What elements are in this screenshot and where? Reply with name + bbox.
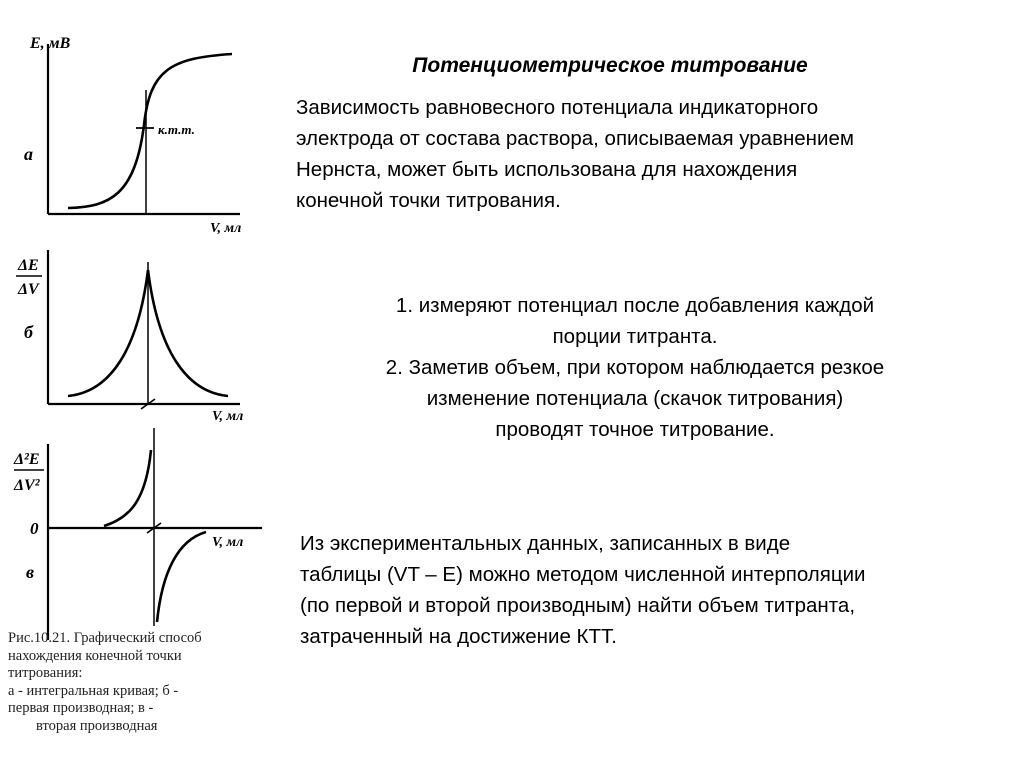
caption-line: Рис.10.21. Графический способ [8, 630, 202, 646]
panel-a-integral-curve [24, 35, 241, 236]
caption-line: вторая производная [36, 717, 158, 734]
panel-b-letter: б [24, 322, 33, 342]
caption-line: титрования: [8, 665, 83, 681]
panel-c-zero-label: 0 [30, 519, 39, 538]
panel-a-endpoint-label: к.т.т. [158, 122, 195, 137]
panel-c-ylabel-numerator: Δ²E [14, 451, 40, 468]
step-line: 1. измеряют потенциал после добавления каждой [395, 294, 875, 317]
figure-caption [8, 630, 274, 735]
panel-c-positive-branch [104, 450, 151, 526]
caption-line: нахождения конечной точки [8, 647, 182, 664]
panel-b-ylabel-numerator: ΔE [18, 257, 39, 274]
outro-line: (по первой и второй производным) найти объем титранта, [300, 594, 856, 617]
caption-line: первая производная; в - [8, 700, 154, 716]
outro-line: Из экспериментальных данных, записанных в виде [300, 532, 791, 555]
outro-paragraph [300, 528, 1010, 652]
panel-b-first-derivative [16, 250, 243, 424]
intro-paragraph [296, 92, 1006, 216]
step-line: порции титранта. [552, 325, 718, 348]
panel-b-xlabel: V, мл [212, 409, 244, 424]
step-line: проводят точное титрование. [495, 418, 775, 441]
intro-line: Зависимость равновесного потенциала индикаторного [296, 96, 819, 119]
panel-c-negative-branch [157, 532, 206, 622]
intro-line: электрода от состава раствора, описываемая уравнением [296, 127, 854, 150]
panel-a-ylabel: E, мВ [30, 35, 71, 52]
step-line: 2. Заметив объем, при котором наблюдается резкое [385, 356, 885, 379]
panel-a-titration-curve [68, 54, 232, 208]
titration-graphs [0, 0, 290, 640]
outro-line: затраченный на достижение КТТ. [300, 625, 617, 648]
panel-c-ylabel-denominator: ΔV² [14, 477, 40, 494]
intro-line: конечной точки титрования. [296, 189, 561, 212]
panel-c-second-derivative [13, 428, 262, 640]
panel-a-xlabel: V, мл [210, 221, 242, 236]
intro-line: Нернста, может быть использована для нахождения [296, 158, 798, 181]
step-line: изменение потенциала (скачок титрования) [426, 387, 844, 410]
panel-c-letter: в [26, 562, 35, 582]
outro-line: таблицы (VT – E) можно методом численной интерполяции [300, 563, 866, 586]
slide-title: Потенциометрическое титрование [412, 54, 808, 77]
panel-a-letter: a [24, 144, 33, 164]
panel-c-xlabel: V, мл [212, 535, 244, 550]
caption-line: а - интегральная кривая; б - [8, 682, 179, 699]
panel-b-ylabel-denominator: ΔV [18, 281, 39, 298]
steps-list [300, 290, 970, 445]
